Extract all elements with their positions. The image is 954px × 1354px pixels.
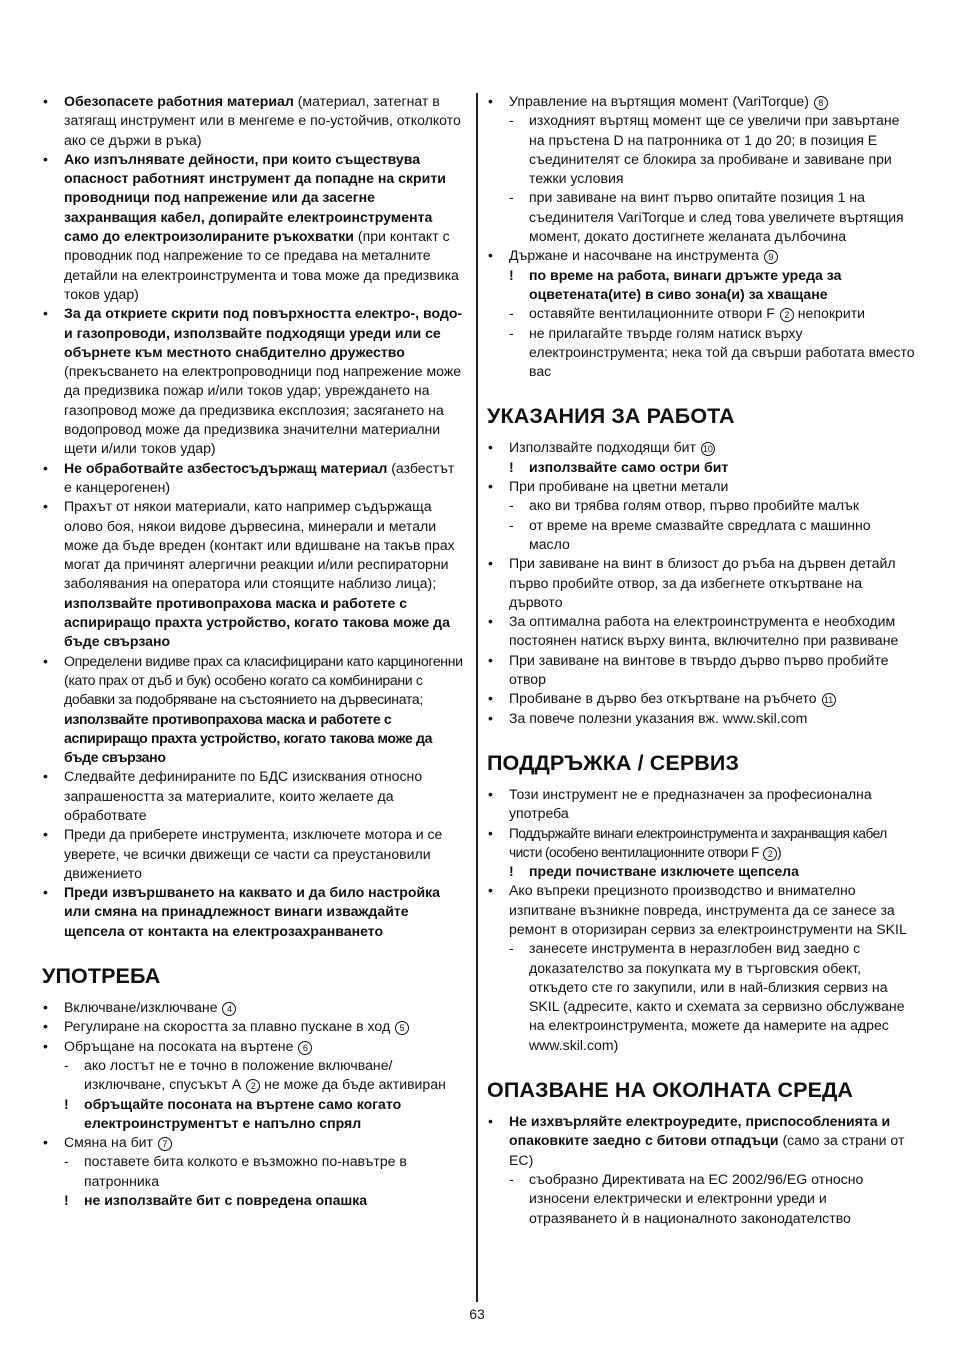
item-text [509,882,907,937]
bullet-item [487,785,915,824]
item-text [64,1018,409,1034]
text: ако ви трябва голям отвор, първо пробийте малък [529,497,860,514]
list-marker: • [488,555,493,572]
circled-number: 2 [246,1079,260,1093]
circled-number: 8 [814,96,828,110]
list-marker: • [488,690,493,707]
circled-number: 11 [822,693,836,707]
section-heading: ОПАЗВАНЕ НА ОКОЛНАТА СРЕДА [487,1078,854,1103]
text: оставяйте вентилационните отвори F [529,305,779,322]
list-marker: • [43,1134,48,1151]
bold-text: обръщайте посоната на въртене само когато електроинструментът е напълно спрял [84,1095,402,1131]
list-marker: • [488,93,493,109]
bullet-item [487,477,915,496]
item-text [64,305,462,456]
left-column [42,92,466,1210]
list-marker: • [43,826,48,843]
list-marker: • [43,884,48,901]
text: (при контакт с проводник под напрежение то се предава на металните детайли на електроинструмента и това може да предизвика токов удар) [64,228,459,302]
list-marker: • [43,150,48,167]
list-marker: • [43,999,48,1016]
list-marker: - [64,1153,69,1170]
text: Поддържайте винаги електроинструмента и захранващия кабел чисти (особено вентилационните отвори F [509,825,887,860]
text: (азбестът е канцерогенен) [64,459,455,495]
item-text [509,690,836,706]
list-marker: ! [509,458,514,475]
item-text [529,863,799,879]
text: поставете бита колкото е възможно по-навътре в патронника [84,1153,407,1189]
item-text [84,1153,407,1188]
dash-item [487,1170,915,1228]
circled-number: 6 [298,1041,312,1055]
item-text [509,652,888,687]
list-marker: ! [509,266,514,283]
circled-number: 2 [780,308,794,322]
text: (само за страни от ЕС) [509,1132,905,1168]
text: Регулиране на скоростта за плавно пускане в ход [64,1018,391,1035]
bold-text: Обезопасете работния материал [64,93,294,109]
bullet-item [42,304,466,458]
item-text [64,1038,312,1054]
text: За повече полезни указания вж. www.skil.com [509,709,808,726]
item-text [529,112,899,186]
item-text [64,460,454,495]
item-text [529,497,859,513]
circled-number: 7 [158,1137,172,1151]
item-text [529,189,904,244]
section-heading: УПОТРЕБА [42,964,161,989]
warning-item [487,458,915,477]
bold-text: използвайте противопрахова маска и работете с аспириращо прахта устройство, когато такова може да бъде свързано [64,710,433,766]
text: изходният въртящ момент ще се увеличи при завъртане на пръстена D на патронника от 1 до 20; в позиция E съединителят се блокира за пробиване и завиване при тежки условия [529,112,900,187]
list-marker: • [488,651,493,668]
bullet-item [42,767,466,825]
bullet-item [487,92,915,111]
bullet-item [42,92,466,150]
text: не прилагайте твърде голям натиск върху електроинструмента; нека той да свърши работата вместо вас [529,324,915,380]
text: Този инструмент не е предназначен за професионална употреба [509,785,872,822]
item-text [509,478,728,494]
text: Обръщане на посоката на въртене [64,1037,294,1054]
bullet-item [487,881,915,939]
bullet-item [487,689,915,708]
item-text [509,613,898,648]
list-marker: • [488,1113,493,1130]
item-text [509,826,887,860]
bullet-item [487,554,915,612]
list-marker: • [43,305,48,322]
item-text [529,940,905,1052]
list-marker: • [43,498,48,515]
list-marker: • [43,652,48,669]
bold-text: Не изхвърляйте електроуредите, приспособленията и опаковките заедно с битови отпадъци [509,1113,891,1149]
text: Преди да приберете инструмента, изключете мотора и се уверете, че всички движещи се части са преустановили движението [64,826,443,881]
text: ако лостът не е точно в положение включване/ изключване, спусъкът А [84,1056,393,1093]
item-text [529,325,915,380]
list-marker: • [488,709,493,726]
dash-item [42,1056,466,1095]
list-marker: ! [64,1192,69,1209]
list-marker: • [43,1018,48,1035]
right-column [487,92,915,1228]
warning-item [42,1191,466,1210]
dash-item [487,324,915,382]
bold-text: използвайте противопрахова маска и работете с аспириращо прахта устройство, когато такова може да бъде свързано [64,594,450,650]
bullet-item [42,1017,466,1036]
bullet-item [487,709,915,728]
text: (материал, затегнат в затягащ инструмент или в менгеме е по-устойчив, отколкото ако се държи в ръка) [64,93,461,148]
list-marker: • [488,478,493,495]
text: При пробиване на цветни метали [509,478,729,495]
list-marker: • [488,825,493,841]
bullet-item [42,459,466,498]
list-marker: • [488,247,493,264]
bold-text: използвайте само остри бит [529,458,729,475]
item-text [509,555,896,610]
dash-item [487,188,915,246]
text: съобразно Директивата на ЕС 2002/96/EG относно износени електрически и електронни уреди и отразяването ѝ в националното законодателство [529,1170,864,1226]
dash-item [487,939,915,1055]
list-marker: - [509,1170,514,1187]
text: при завиване на винт първо опитайте позиция 1 на съединителя VariTorque и след това увеличете въртящия момент, докато достигнете желаната дълбочина [529,189,904,245]
bullet-item [42,825,466,883]
list-marker: • [488,613,493,630]
column-divider [476,93,478,1302]
warning-item [487,266,915,305]
warning-item [487,862,915,881]
list-marker: • [43,459,48,476]
item-text [529,517,871,552]
item-text [64,1134,172,1150]
item-text [64,653,463,765]
text: За оптимална работа на електроинструмента е необходим постоянен натиск върху винта, включително при развиване [509,613,899,649]
list-marker: - [509,305,514,322]
text: Смяна на бит [64,1134,153,1151]
text: Следвайте дефинираните по БДС изисквания относно запрашеността за материалите, които желаете да обработвате [64,768,423,823]
list-marker: - [509,940,514,957]
item-text [84,1096,401,1131]
bullet-item [42,1037,466,1056]
item-text [509,93,828,109]
list-marker: - [509,189,514,206]
item-text [529,1171,863,1226]
bullet-item [42,652,466,768]
circled-number: 9 [764,250,778,264]
item-text [64,151,459,302]
bold-text: Не обработвайте азбестосъдържащ материал [64,459,388,476]
text: При завиване на винтове в твърдо дърво първо пробийте отвор [509,651,889,688]
item-text [64,498,455,649]
list-marker: ! [64,1095,69,1112]
bullet-item [42,883,466,941]
bullet-item [487,824,915,863]
bold-text: по време на работа, винаги дръжте уреда за оцветената(ите) в сиво зона(и) за хващане [529,266,842,302]
bold-text: За да откриете скрити под повърхността електро-, водо- и газопроводи, използвайте подходящи уреди или се обърнете към местното снабдително дружество [64,305,463,360]
dash-item [487,111,915,188]
item-text [529,267,841,302]
circled-number: 5 [395,1021,409,1035]
list-marker: • [43,93,48,109]
page-number: 63 [469,1306,485,1322]
dash-item [487,304,915,323]
item-text [84,1192,367,1208]
item-text [509,439,715,455]
item-text [64,768,422,823]
text: занесете инструмента в неразглобен вид заедно с доказателство за покупката му в търговския обект, откъдето сте го закупили, или в най-близкия сервиз на SKIL (адресите, както и схемата за сервизно обслужване на електроинструмента, можете да намерите на адрес www.skil.com) [529,940,905,1053]
item-text [64,93,461,148]
list-marker: ! [509,863,514,880]
list-marker: • [488,785,493,802]
text: Включване/изключване [64,999,218,1016]
item-text [509,710,807,726]
text: не може да бъде активиран [260,1076,446,1093]
circled-number: 2 [763,847,777,861]
bullet-item [487,438,915,457]
item-text [64,999,236,1015]
list-marker: - [509,516,514,533]
bold-text: Ако изпълнявате дейности, при които съществува опасност работният инструмент да попадне на скрити проводници под напрежение или да засегне захранващия кабел, допирайте електроинструмента само до електроизолираните ръкохватки [64,150,446,245]
list-marker: • [43,768,48,785]
list-marker: • [43,1037,48,1054]
bullet-item [487,246,915,265]
bold-text: преди почистване изключете щепсела [529,863,799,880]
text: Държане и насочване на инструмента [509,247,759,264]
bold-text: Преди извършването на каквато и да било настройка или смяна на принадлежност винаги изваждайте щепсела от контакта на електрозахранването [64,884,441,939]
list-marker: • [488,439,493,456]
dash-item [487,516,915,555]
bold-text: не използвайте бит с повредена опашка [84,1192,368,1209]
bullet-item [42,497,466,651]
item-text [64,826,442,881]
text: Ако въпреки прецизното производство и внимателно изпитване възникне повреда, инструмента да се занесе за ремонт в оторизиран сервиз за електроинструменти на SKIL [509,882,907,937]
bullet-item [487,1112,915,1170]
list-marker: - [64,1056,69,1073]
item-text [509,247,778,263]
text: (прекъсването на електропроводници под напрежение може да предизвика пожар и/или токов удар; увреждането на газопровод може да предизвика експлозия; засягането на водопровод може да предизвика значителни материални щети и/или токов удар) [64,363,462,457]
warning-item [42,1095,466,1134]
bullet-item [42,998,466,1017]
text: Определени видиве прах са класифицирани като карциногенни (като прах от дъб и бук) особено когато са комбинирани с добавки за подобряване на състоянието на дървесината; [64,652,463,708]
item-text [84,1057,446,1092]
circled-number: 10 [702,444,713,455]
list-marker: - [509,112,514,129]
dash-item [42,1152,466,1191]
text: непокрити [793,305,866,322]
text: ) [777,844,782,860]
list-marker: - [509,497,514,514]
text: Прахът от някои материали, като например съдържаща олово боя, някои видове дървесина, минерали и метали може да бъде вреден (контакт или вдишване на такъв прах могат да причинят алергични реакции и/или респираторни заболявания на оператора или стоящите наблизо лица); [64,498,455,592]
bullet-item [487,612,915,651]
item-text [64,884,440,939]
item-text [529,305,865,321]
list-marker: • [488,882,493,899]
section-heading: УКАЗАНИЯ ЗА РАБОТА [487,404,735,429]
bullet-item [42,1133,466,1152]
item-text [509,1113,904,1168]
text: от време на време смазвайте свредлата с машинно масло [529,516,871,552]
text: При завиване на винт в близост до ръба на дървен детайл първо пробийте отвор, за да избегнете откъртване на дървото [509,555,896,610]
dash-item [487,496,915,515]
item-text [509,786,872,821]
circled-number: 4 [222,1002,236,1016]
text: Пробиване в дърво без откъртване на ръбчето [509,690,817,707]
text: Използвайте подходящи бит [509,439,696,456]
item-text [529,459,728,475]
bullet-item [487,651,915,690]
bullet-item [42,150,466,304]
section-heading: ПОДДРЪЖКА / СЕРВИЗ [487,750,740,775]
text: Управление на въртящия момент (VariTorque) [509,93,809,109]
list-marker: - [509,324,514,341]
